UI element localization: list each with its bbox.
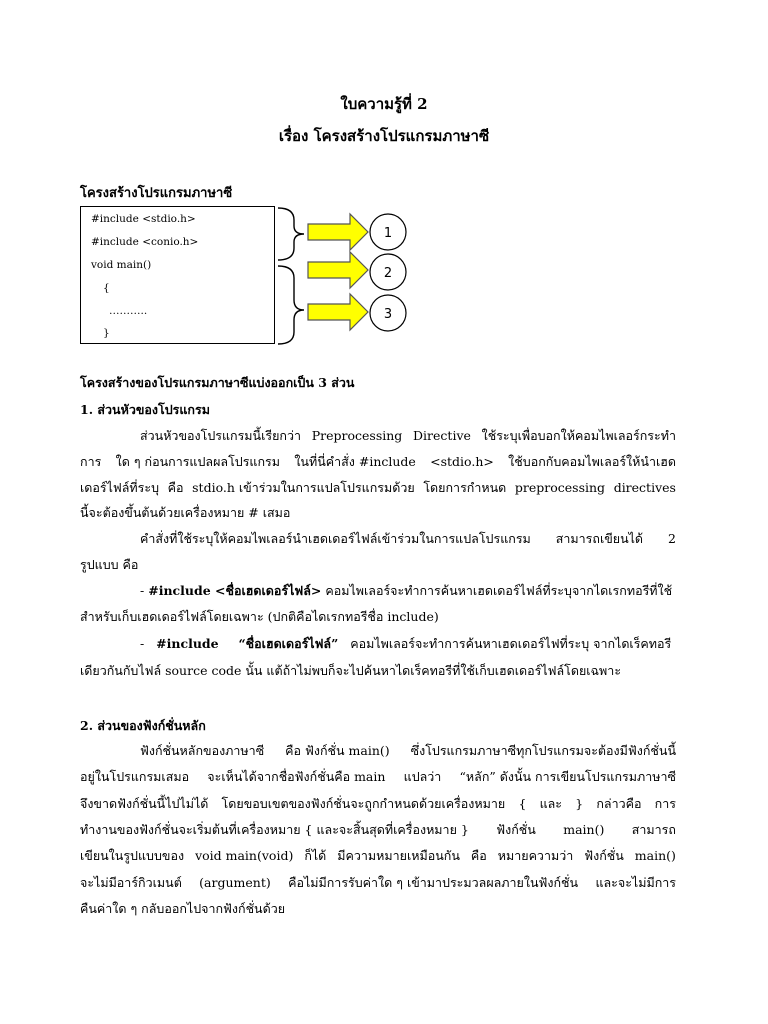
text-span: สำหรับเก็บเฮดเดอร์ไฟล์โดยเฉพาะ (ปกติคือไดเรกทอรีชื่อ include) bbox=[80, 609, 439, 624]
arrow-icon bbox=[308, 294, 368, 330]
text-span: ก็ได้ bbox=[304, 848, 327, 863]
circle-label: 1 bbox=[383, 226, 393, 241]
include-syntax: #include <ชื่อเฮดเดอร์ไฟล์> bbox=[148, 583, 322, 598]
text-span: การ bbox=[80, 454, 102, 469]
paragraph-line bbox=[80, 556, 676, 574]
text-span: ใช้บอกกับคอมไพเลอร์ให้นำเฮด bbox=[508, 454, 676, 469]
text-span: โดยขอบเขตของฟังก์ชั่นจะถูกกำหนดด้วยเครื่องหมาย bbox=[221, 796, 506, 811]
text-span: รูปแบบ คือ bbox=[80, 557, 139, 572]
arrow-icon bbox=[308, 252, 368, 288]
text-span: และจะไม่มีการ bbox=[595, 875, 676, 890]
text-span: <stdio.h> bbox=[430, 454, 494, 469]
list-item bbox=[140, 635, 676, 653]
text-span: ส่วนหัวของโปรแกรมนี้เรียกว่า bbox=[140, 428, 302, 443]
text-span: แปลว่า bbox=[403, 769, 442, 784]
text-span: เขียนในรูปแบบของ bbox=[80, 848, 185, 863]
text-span: stdio.h เข้าร่วมในการแปลโปรแกรมด้วย bbox=[192, 480, 415, 495]
text-span: จึงขาดฟังก์ชั่นนี้ไปไม่ได้ bbox=[80, 796, 209, 811]
text-span: { bbox=[518, 796, 527, 811]
paragraph-line bbox=[140, 530, 676, 548]
text-span: หมายความว่า bbox=[497, 848, 574, 863]
paragraph-line bbox=[80, 453, 676, 471]
text-span: directives bbox=[613, 480, 676, 495]
text-span: กล่าวคือ bbox=[596, 796, 642, 811]
code-line: ……….. bbox=[109, 305, 148, 317]
part2-heading: 2. ส่วนของฟังก์ชั่นหลัก bbox=[80, 718, 206, 733]
text-span: คำสั่งที่ใช้ระบุให้คอมไพเลอร์นำเฮดเดอร์ไฟล์เข้าร่วมในการแปลโปรแกรม bbox=[140, 531, 531, 546]
paragraph-line bbox=[80, 847, 676, 865]
include-syntax: #include bbox=[156, 636, 219, 651]
paragraph-line bbox=[80, 662, 676, 680]
text-span: คือไม่มีการรับค่าใด ๆ เข้ามาประมวลผลภายในฟังก์ชั่น bbox=[288, 875, 579, 890]
text-span: main() bbox=[563, 822, 605, 837]
text-span: คอมไพเลอร์จะทำการค้นหาเฮดเดอร์ไฟล์ที่ระบุจากไดเรกทอรีที่ใช้ bbox=[325, 583, 673, 598]
text-span: นี้จะต้องขึ้นต้นด้วยเครื่องหมาย # เสมอ bbox=[80, 505, 291, 520]
text-span: สามารถ bbox=[631, 822, 676, 837]
paragraph-line bbox=[80, 900, 676, 918]
structure-diagram bbox=[270, 200, 420, 350]
code-line: #include <stdio.h> bbox=[91, 213, 196, 225]
list-bullet: - bbox=[140, 583, 145, 598]
paragraph-line bbox=[80, 479, 676, 497]
paragraph-line bbox=[80, 504, 676, 522]
text-span: เดียวกันกับไฟล์ source code นั้น แต้ถ้าไม่พบก็จะไปค้นหาไดเร็คทอรีที่ใช้เก็บเฮดเดอร์ไฟล์โดยเฉพาะ bbox=[80, 663, 622, 678]
circle-label: 2 bbox=[383, 266, 393, 281]
text-span: คือ bbox=[470, 848, 487, 863]
text-span: Directive bbox=[413, 428, 471, 443]
code-line: void main() bbox=[91, 259, 152, 271]
circle-label: 3 bbox=[383, 307, 393, 322]
brace-header bbox=[278, 208, 304, 260]
document-title: ใบความรู้ที่ 2 bbox=[340, 95, 428, 113]
text-span: คืนค่าใด ๆ กลับออกไปจากฟังก์ชั่นด้วย bbox=[80, 901, 286, 916]
text-span: คือ bbox=[167, 480, 184, 495]
section-heading: โครงสร้างโปรแกรมภาษาซี bbox=[80, 186, 233, 201]
code-line: #include <conio.h> bbox=[91, 236, 199, 248]
paragraph-line bbox=[140, 427, 676, 445]
text-span: void main(void) bbox=[195, 848, 294, 863]
text-span: มีความหมายเหมือนกัน bbox=[337, 848, 460, 863]
text-span: โดยการกำหนด bbox=[423, 480, 507, 495]
text-span: เดอร์ไฟล์ที่ระบุ bbox=[80, 480, 160, 495]
code-box bbox=[80, 206, 275, 344]
code-line: } bbox=[103, 327, 110, 339]
paragraph-line bbox=[80, 874, 676, 892]
document-subtitle: เรื่อง โครงสร้างโปรแกรมภาษาซี bbox=[278, 127, 490, 145]
text-span: อยู่ในโปรแกรมเสมอ bbox=[80, 769, 190, 784]
text-span: ซึ่งโปรแกรมภาษาซีทุกโปรแกรมจะต้องมีฟังก์ชั่นนี้ bbox=[410, 743, 676, 758]
paragraph-line bbox=[80, 768, 676, 786]
paragraph-line bbox=[80, 608, 676, 626]
list-item bbox=[140, 582, 676, 600]
text-span: ใช้ระบุเพื่อบอกให้คอมไพเลอร์กระทำ bbox=[481, 428, 676, 443]
text-span: 2 bbox=[668, 531, 676, 546]
arrow-icon bbox=[308, 214, 368, 250]
text-span: การ bbox=[654, 796, 676, 811]
text-span: ฟังก์ชั่น bbox=[584, 848, 624, 863]
text-span: ทำงานของฟังก์ชั่นจะเริ่มต้นที่เครื่องหมาย { และจะสิ้นสุดที่เครื่องหมาย } bbox=[80, 822, 469, 837]
text-span: และ bbox=[539, 796, 563, 811]
text-span: คอมไพเลอร์จะทำการค้นหาเฮดเดอร์ไฟที่ระบุ จากไดเร็คทอรี bbox=[350, 636, 672, 651]
part1-heading: 1. ส่วนหัวของโปรแกรม bbox=[80, 402, 210, 417]
text-span: ฟังก์ชั่นหลักของภาษาซี bbox=[140, 743, 265, 758]
list-bullet: - bbox=[140, 636, 145, 651]
text-span: main() bbox=[634, 848, 676, 863]
text-span: (argument) bbox=[199, 875, 271, 890]
text-span: Preprocessing bbox=[311, 428, 403, 443]
paragraph-line bbox=[80, 821, 676, 839]
paragraph-line bbox=[140, 742, 676, 760]
paragraph-line bbox=[80, 795, 676, 813]
brace-main bbox=[278, 266, 304, 344]
text-span: สามารถเขียนได้ bbox=[555, 531, 644, 546]
text-span: ฟังก์ชั่น bbox=[496, 822, 536, 837]
include-syntax: “ชื่อเฮดเดอร์ไฟล์” bbox=[238, 636, 339, 651]
text-span: ในที่นี่คำสั่ง #include bbox=[294, 454, 416, 469]
structure-intro: โครงสร้างของโปรแกรมภาษาซีแบ่งออกเป็น 3 ส่วน bbox=[80, 375, 355, 390]
text-span: “หลัก” ดังนั้น การเขียนโปรแกรมภาษาซี bbox=[459, 769, 676, 784]
text-span: จะเห็นได้จากชื่อฟังก์ชั่นคือ main bbox=[207, 769, 386, 784]
text-span: } bbox=[575, 796, 584, 811]
text-span: preprocessing bbox=[514, 480, 606, 495]
text-span: ใด ๆ ก่อนการแปลผลโปรแกรม bbox=[115, 454, 281, 469]
text-span: คือ ฟังก์ชั่น main() bbox=[285, 743, 390, 758]
code-line: { bbox=[103, 282, 110, 294]
text-span: จะไม่มีอาร์กิวเมนต์ bbox=[80, 875, 182, 890]
